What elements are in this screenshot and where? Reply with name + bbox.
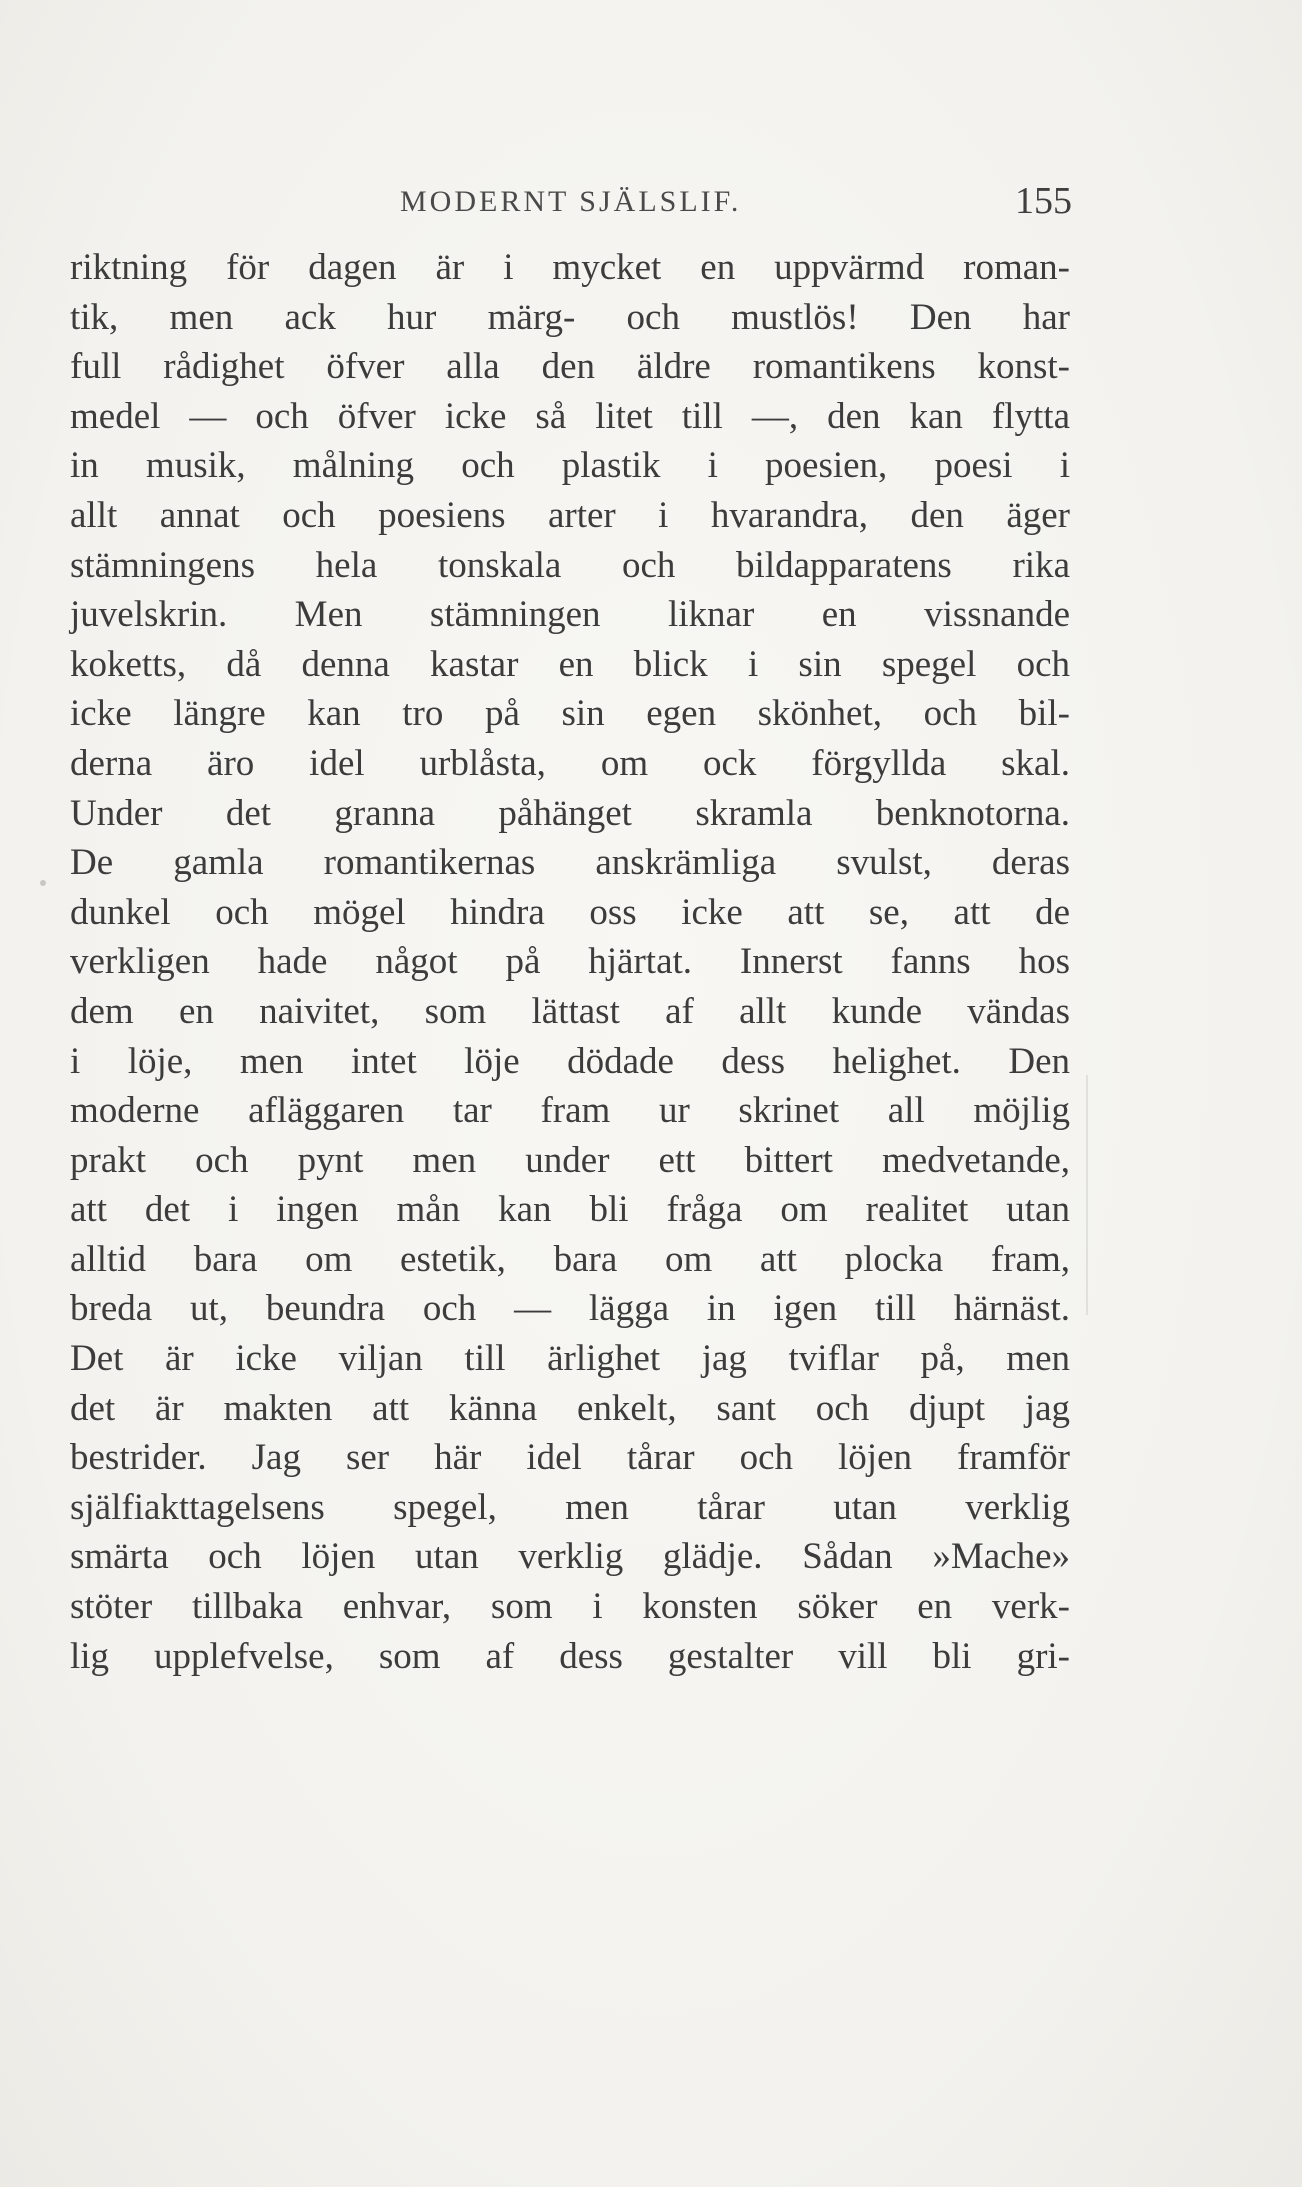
text-line: full rådighet öfver alla den äldre romantikens konst- <box>70 346 1070 388</box>
text-line: alltid bara om estetik, bara om att plocka fram, <box>70 1238 1070 1280</box>
body-text <box>70 243 1070 1681</box>
text-line: De gamla romantikernas anskrämliga svulst, deras <box>70 842 1070 884</box>
text-line: Det är icke viljan till ärlighet jag tviflar på, men <box>70 1338 1070 1380</box>
text-line: stämningens hela tonskala och bildapparatens rika <box>70 544 1070 586</box>
text-line: prakt och pynt men under ett bittert medvetande, <box>70 1139 1070 1181</box>
paper-edge-shadow <box>1086 1075 1088 1315</box>
text-line: medel — och öfver icke så litet till —, den kan flytta <box>70 395 1070 437</box>
text-line: lig upplefvelse, som af dess gestalter vill bli gri- <box>70 1635 1070 1677</box>
text-line: Under det granna påhänget skramla benknotorna. <box>70 792 1070 834</box>
text-line: tik, men ack hur märg- och mustlös! Den har <box>70 296 1070 338</box>
text-line: dem en naivitet, som lättast af allt kunde vändas <box>70 990 1070 1032</box>
text-line: derna äro idel urblåsta, om ock förgyllda skal. <box>70 742 1070 784</box>
running-title: MODERNT SJÄLSLIF. <box>400 185 742 218</box>
text-line: allt annat och poesiens arter i hvarandra, den äger <box>70 494 1070 536</box>
text-line: dunkel och mögel hindra oss icke att se, att de <box>70 891 1070 933</box>
text-line: verkligen hade något på hjärtat. Innerst fanns hos <box>70 941 1070 983</box>
text-line: det är makten att känna enkelt, sant och djupt jag <box>70 1387 1070 1429</box>
text-line: stöter tillbaka enhvar, som i konsten söker en verk- <box>70 1586 1070 1628</box>
text-line: in musik, målning och plastik i poesien, poesi i <box>70 445 1070 487</box>
text-line: smärta och löjen utan verklig glädje. Sådan »Mache» <box>70 1536 1070 1578</box>
text-line: juvelskrin. Men stämningen liknar en vissnande <box>70 594 1070 636</box>
text-line: bestrider. Jag ser här idel tårar och löjen framför <box>70 1437 1070 1479</box>
margin-dot-mark <box>40 880 46 886</box>
running-head <box>70 180 1072 225</box>
text-line: koketts, då denna kastar en blick i sin spegel och <box>70 643 1070 685</box>
text-line: i löje, men intet löje dödade dess helighet. Den <box>70 1040 1070 1082</box>
text-line: själfiakttagelsens spegel, men tårar utan verklig <box>70 1486 1070 1528</box>
text-line: att det i ingen mån kan bli fråga om realitet utan <box>70 1189 1070 1231</box>
text-line: riktning för dagen är i mycket en uppvärmd roman- <box>70 247 1070 288</box>
text-line: breda ut, beundra och — lägga in igen till härnäst. <box>70 1288 1070 1330</box>
text-line: icke längre kan tro på sin egen skönhet, och bil- <box>70 693 1070 735</box>
text-line: moderne afläggaren tar fram ur skrinet all möjlig <box>70 1090 1070 1132</box>
page-number: 155 <box>1015 180 1072 222</box>
